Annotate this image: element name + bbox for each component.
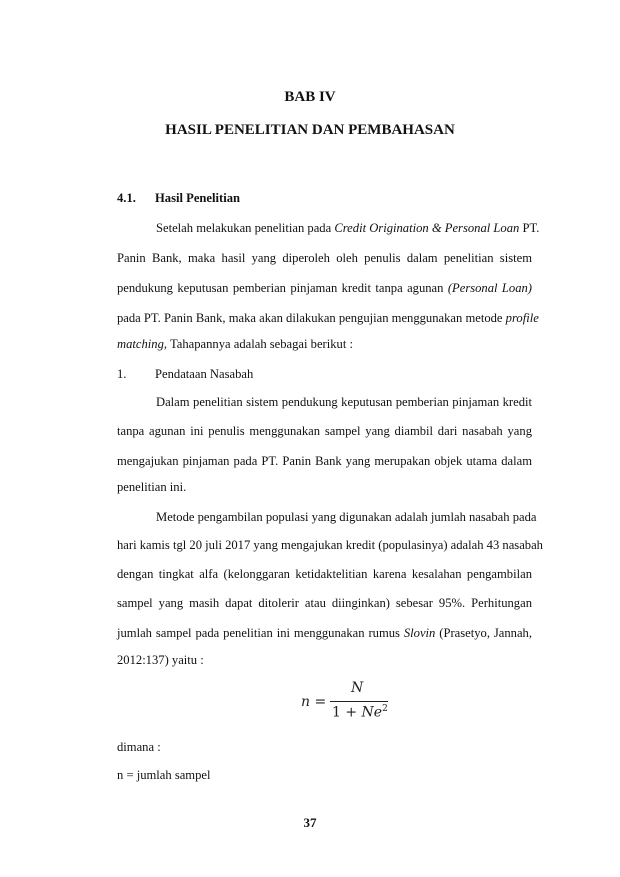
para3-line4: sampel yang masih dapat ditolerir atau diinginkan) sebesar 95%. Perhitungan	[117, 596, 532, 610]
para1-line2: Panin Bank, maka hasil yang diperoleh oleh penulis dalam penelitian sistem	[117, 251, 532, 265]
slovin-formula	[295, 680, 395, 724]
chapter-number: BAB IV	[284, 89, 336, 105]
definition-n: n = jumlah sampel	[117, 768, 211, 782]
para2-line1: Dalam penelitian sistem pendukung keputusan pemberian pinjaman kredit	[156, 395, 532, 409]
para3-line5: jumlah sampel pada penelitian ini menggunakan rumus Slovin (Prasetyo, Jannah,	[117, 626, 532, 640]
section-title: Hasil Penelitian	[155, 191, 241, 205]
para1-line1: Setelah melakukan penelitian pada Credit Origination & Personal Loan PT.	[156, 221, 540, 235]
para2-line3: mengajukan pinjaman pada PT. Panin Bank yang merupakan objek utama dalam	[117, 454, 532, 468]
fraction-bar	[330, 701, 388, 702]
page-number: 37	[303, 815, 317, 830]
para1-line3: pendukung keputusan pemberian pinjaman kredit tanpa agunan (Personal Loan)	[117, 281, 532, 295]
para3-line6: 2012:137) yaitu :	[117, 653, 204, 667]
para3-line1: Metode pengambilan populasi yang digunakan adalah jumlah nasabah pada	[156, 510, 537, 524]
formula-lhs: n =	[301, 694, 327, 710]
formula-denominator: $1 + Ne^2$	[332, 704, 388, 721]
where-label: dimana :	[117, 740, 161, 754]
para1-line4: pada PT. Panin Bank, maka akan dilakukan pengujian menggunakan metode profile	[117, 311, 539, 325]
formula-numerator: N	[351, 680, 364, 696]
para2-line4: penelitian ini.	[117, 480, 187, 494]
list-item-number: 1.	[117, 367, 127, 381]
para2-line2: tanpa agunan ini penulis menggunakan sampel yang diambil dari nasabah yang	[117, 424, 532, 438]
para3-line3: dengan tingkat alfa (kelonggaran ketidaktelitian karena kesalahan pengambilan	[117, 567, 532, 581]
para3-line2: hari kamis tgl 20 juli 2017 yang mengajukan kredit (populasinya) adalah 43 nasabah	[117, 538, 543, 552]
para1-line5: matching, Tahapannya adalah sebagai berikut :	[117, 337, 353, 351]
list-item-title: Pendataan Nasabah	[155, 367, 254, 381]
chapter-title: HASIL PENELITIAN DAN PEMBAHASAN	[165, 122, 455, 138]
section-number: 4.1.	[117, 191, 136, 205]
